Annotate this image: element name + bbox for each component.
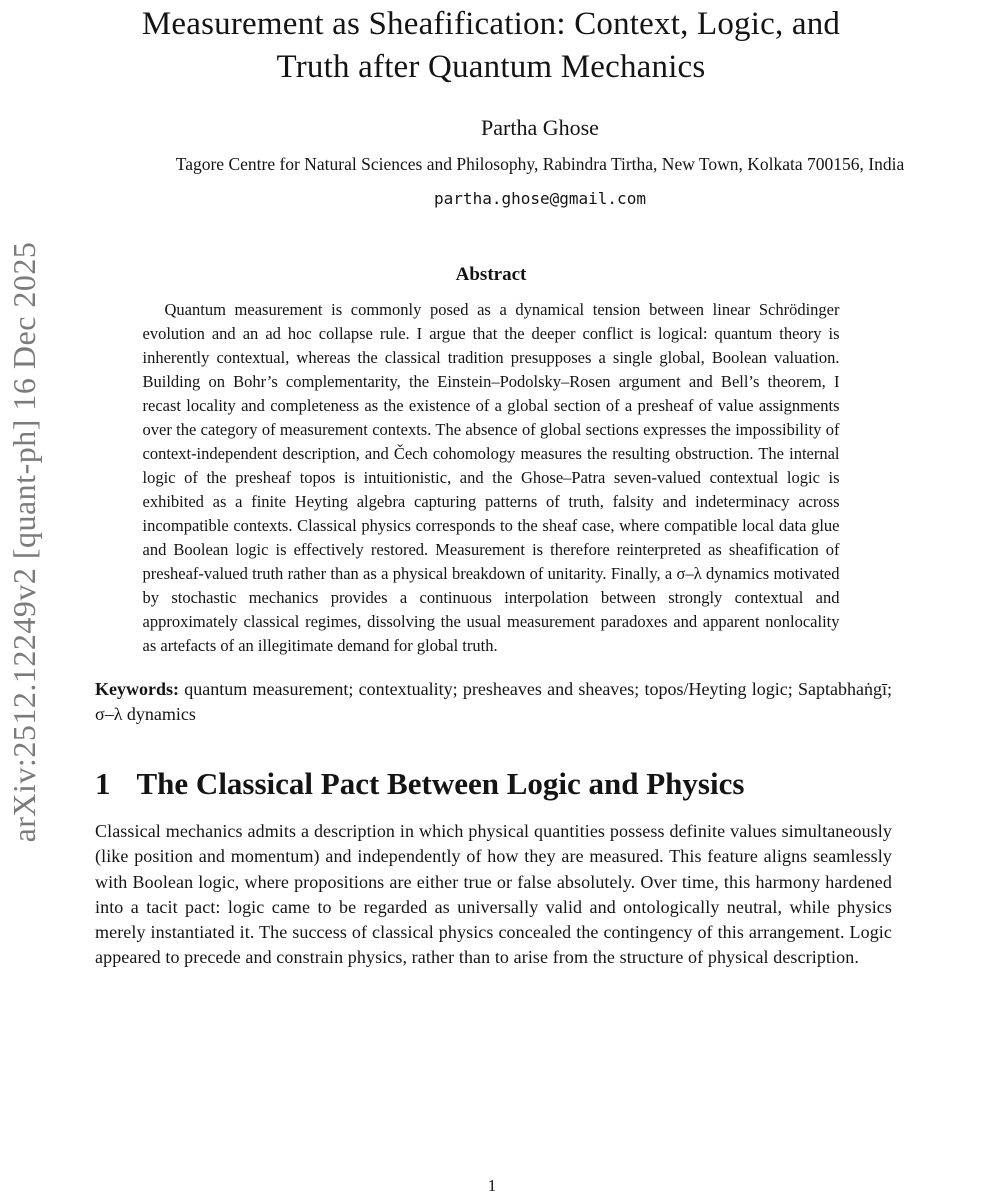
author-email: partha.ghose@gmail.com [434, 189, 646, 208]
section-body: Classical mechanics admits a description in which physical quantities possess definite values simultaneously (like position and momentum) and independently of how they are measured. This feature aligns seamlessly with Boolean logic, where propositions are either true or false absolutely. Over time, this harmony hardened into a tacit pact: logic came to be regarded as universally valid and ontologically neutral, while physics merely instantiated it. The success of classical physics concealed the contingency of this arrangement. Logic appeared to precede and constrain physics, rather than to arise from the structure of physical description. [95, 821, 892, 968]
abstract-heading: Abstract [455, 264, 527, 285]
page-number: 1 [487, 1176, 497, 1195]
section-number: 1 [95, 766, 111, 801]
section-heading [95, 764, 892, 803]
paper-title [0, 3, 982, 89]
main-column [95, 677, 892, 971]
keywords-label: Keywords: [95, 679, 179, 699]
title-block [0, 0, 982, 89]
abstract-text: Quantum measurement is commonly posed as a dynamical tension between linear Schrödinger evolution and an ad hoc collapse rule. I argue that the deeper conflict is logical: quantum theory is inherently contextual, whereas the classical tradition presupposes a single global, Boolean valuation. Building on Bohr’s complementarity, the Einstein–Podolsky–Rosen argument and Bell’s theorem, I recast locality and completeness as the existence of a global section of a presheaf of value assignments over the category of measurement contexts. The absence of global sections expresses the impossibility of context-independent description, and Čech cohomology measures the resulting obstruction. The internal logic of the presheaf topos is intuitionistic, and the Ghose–Patra seven-valued contextual logic is exhibited as a finite Heyting algebra capturing patterns of truth, falsity and indeterminacy across incompatible contexts. Classical physics corresponds to the sheaf case, where compatible local data glue and Boolean logic is effectively restored. Measurement is therefore reinterpreted as sheafification of presheaf-valued truth rather than as a physical breakdown of unitarity. Finally, a σ–λ dynamics motivated by stochastic mechanics provides a continuous interpolation between strongly contextual and approximately classical regimes, dissolving the usual measurement paradoxes and apparent nonlocality as artefacts of an illegitimate demand for global truth. [142, 300, 840, 655]
paper-title-line-2: Truth after Quantum Mechanics [276, 49, 706, 85]
arxiv-watermark: arXiv:2512.12249v2 [quant-ph] 16 Dec 2025 [5, 241, 42, 843]
keywords-line [95, 677, 892, 727]
author-name: Partha Ghose [481, 115, 599, 140]
section-title: The Classical Pact Between Logic and Physics [136, 766, 745, 801]
keywords-text: quantum measurement; contextuality; presheaves and sheaves; topos/Heyting logic; Saptabhaṅgī; σ–λ dynamics [95, 679, 892, 724]
author-block [0, 114, 982, 209]
author-affiliation: Tagore Centre for Natural Sciences and Philosophy, Rabindra Tirtha, New Town, Kolkata 700156, India [175, 154, 905, 174]
paper-title-line-1: Measurement as Sheafification: Context, Logic, and [141, 6, 841, 42]
